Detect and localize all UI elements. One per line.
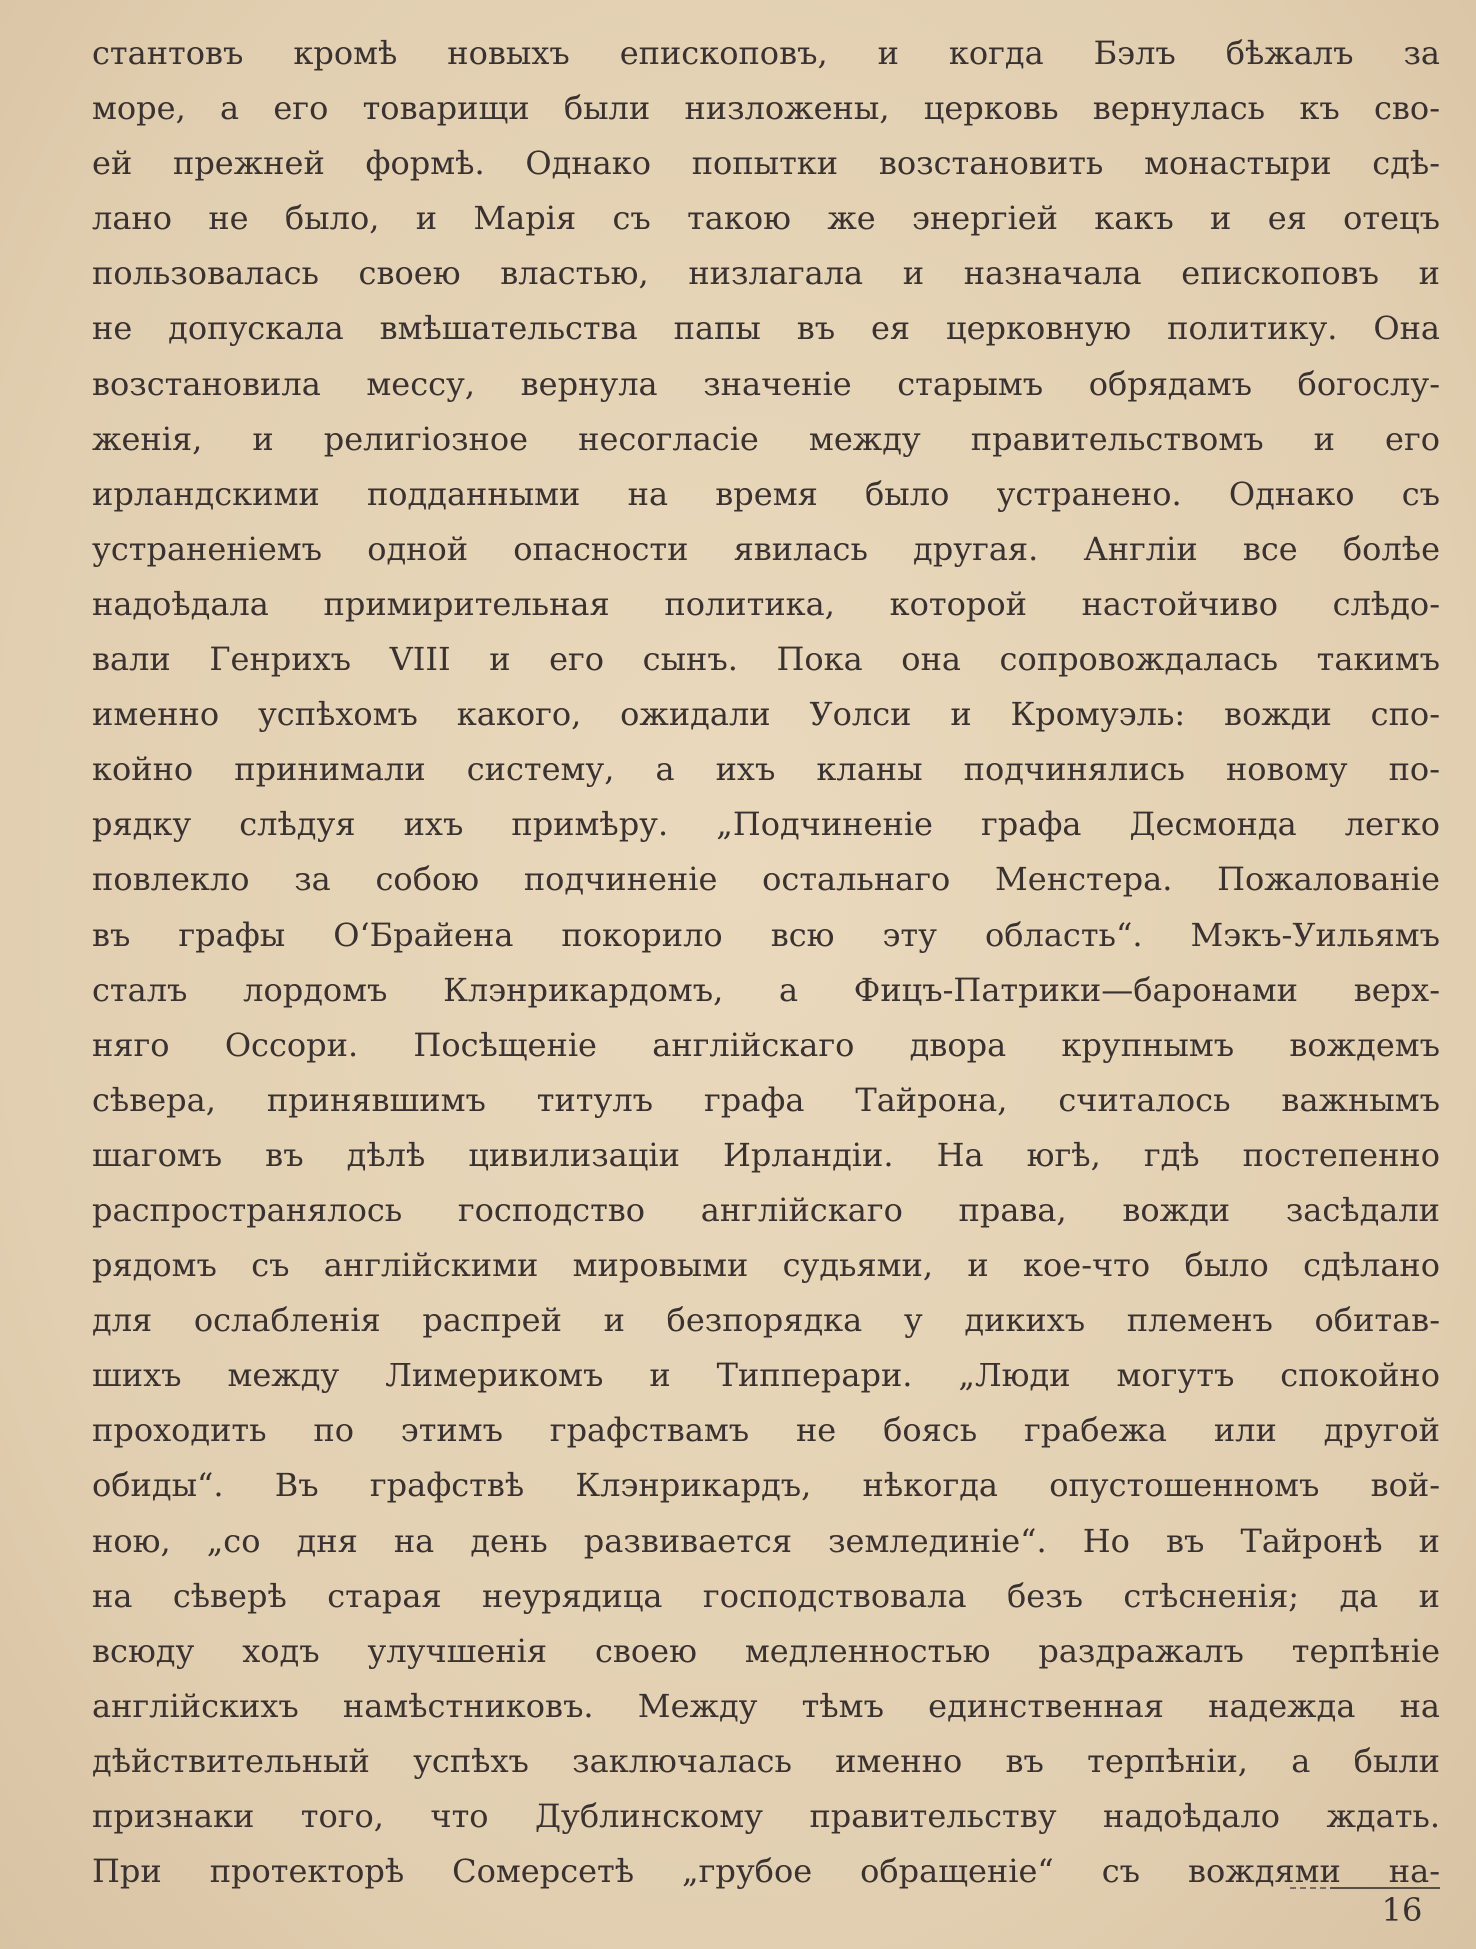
text-line: всюду ходъ улучшенiя своею медленностью раздражалъ терпѣнiе bbox=[92, 1631, 1440, 1670]
text-line: шихъ между Лимерикомъ и Типперари. „Люди могутъ спокойно bbox=[92, 1356, 1440, 1395]
text-line: море, а его товарищи были низложены, церковь вернулась къ сво- bbox=[92, 89, 1440, 128]
text-line: ей прежней формѣ. Однако попытки возстановить монастыри сдѣ- bbox=[92, 144, 1440, 183]
text-line: пользовалась своею властью, низлагала и назначала епископовъ и bbox=[92, 254, 1440, 293]
text-line: обиды“. Въ графствѣ Клэнрикардъ, нѣкогда опустошенномъ вой- bbox=[92, 1466, 1440, 1505]
text-line: лано не было, и Марія съ такою же энергiей какъ и ея отецъ bbox=[92, 199, 1440, 238]
text-line: на сѣверѣ старая неурядица господствовала безъ стѣсненiя; да и bbox=[92, 1576, 1440, 1615]
text-line: женiя, и религiозное несогласiе между правительствомъ и его bbox=[92, 419, 1440, 458]
text-line: англiйскихъ намѣстниковъ. Между тѣмъ единственная надежда на bbox=[92, 1686, 1440, 1725]
text-line: именно успѣхомъ какого, ожидали Уолси и Кромуэль: вожди спо- bbox=[92, 695, 1440, 734]
text-line: стантовъ кромѣ новыхъ епископовъ, и когда Бэлъ бѣжалъ за bbox=[92, 34, 1440, 72]
text-line: ирландскими подданными на время было устранено. Однако съ bbox=[92, 474, 1440, 513]
text-line: возстановила мессу, вернула значенiе старымъ обрядамъ богослу- bbox=[92, 364, 1440, 403]
text-line: рядомъ съ англiйскими мировыми судьями, и кое-что было сдѣлано bbox=[92, 1246, 1440, 1285]
text-line: проходить по этимъ графствамъ не боясь грабежа или другой bbox=[92, 1411, 1440, 1450]
text-line: шагомъ въ дѣлѣ цивилизацiи Ирландiи. На югѣ, гдѣ постепенно bbox=[92, 1135, 1440, 1174]
text-line: дѣйствительный успѣхъ заключалась именно въ терпѣнiи, а были bbox=[92, 1741, 1440, 1780]
text-line: ною, „со дня на день развивается землединiе“. Но въ Тайронѣ и bbox=[92, 1521, 1440, 1560]
text-line: При протекторѣ Сомерсетѣ „грубое обращенiе“ съ вождями на- bbox=[92, 1852, 1440, 1891]
text-line: для ослабленiя распрей и безпорядка у дикихъ племенъ обитав- bbox=[92, 1301, 1440, 1340]
text-line: не допускала вмѣшательства папы въ ея церковную политику. Она bbox=[92, 309, 1440, 348]
page-number-rule bbox=[1330, 1887, 1440, 1889]
text-line: сѣвера, принявшимъ титулъ графа Тайрона, считалось важнымъ bbox=[92, 1080, 1440, 1119]
text-line: устраненiемъ одной опасности явилась другая. Англiи все болѣе bbox=[92, 529, 1440, 568]
text-line: рядку слѣдуя ихъ примѣру. „Подчиненiе графа Десмонда легко bbox=[92, 805, 1440, 844]
text-line: надоѣдала примирительная политика, которой настойчиво слѣдо- bbox=[92, 584, 1440, 623]
text-line: повлекло за собою подчиненiе остальнаго Менстера. Пожалованiе bbox=[92, 860, 1440, 899]
page-number-rule-dashes bbox=[1290, 1887, 1326, 1889]
page-body-text bbox=[92, 26, 1440, 1899]
text-line: койно принимали систему, а ихъ кланы подчинялись новому по- bbox=[92, 750, 1440, 789]
text-line: няго Оссори. Посѣщенiе англiйскаго двора крупнымъ вождемъ bbox=[92, 1025, 1440, 1064]
text-line: въ графы О‘Брайена покорило всю эту область“. Мэкъ-Уильямъ bbox=[92, 915, 1440, 954]
text-line: сталъ лордомъ Клэнрикардомъ, а Фицъ-Патрики—баронами верх- bbox=[92, 970, 1440, 1009]
text-line: распространялось господство англiйскаго права, вожди засѣдали bbox=[92, 1190, 1440, 1229]
text-line: вали Генрихъ VIII и его сынъ. Пока она сопровождалась такимъ bbox=[92, 640, 1440, 679]
text-line: признаки того, что Дублинскому правительству надоѣдало ждать. bbox=[92, 1797, 1440, 1835]
page-number: 16 bbox=[1381, 1891, 1423, 1929]
